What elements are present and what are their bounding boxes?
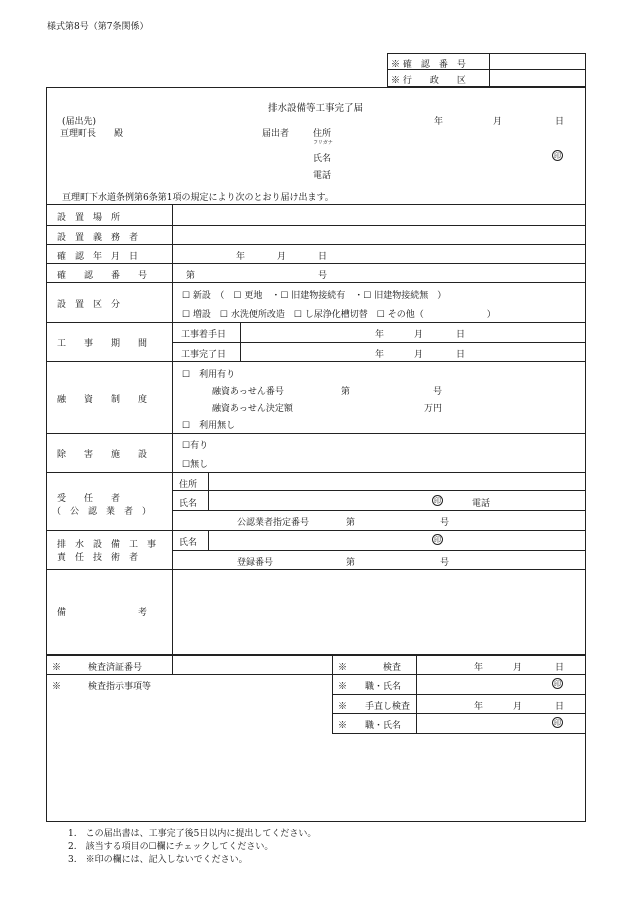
category-line-2[interactable]: ☐ 増設 ☐ 水洗便所改造 ☐ し尿浄化槽切替 ☐ その他（ ） (182, 310, 496, 320)
financing-none-checkbox[interactable]: ☐ 利用無し (182, 421, 236, 431)
seal-icon: 印 (554, 152, 561, 160)
staff-name-label: ※ 職・氏名 (338, 682, 402, 692)
inspection-year: 年 (474, 663, 484, 673)
financing-amount-unit: 万円 (424, 404, 443, 414)
staff-seal-icon: 印 (554, 680, 561, 688)
confirm-no-suffix: 号 (318, 271, 328, 281)
contractor-cert-label: 公認業者指定番号 (237, 518, 310, 528)
financing-no-prefix: 第 (341, 387, 351, 397)
reinspection-label: ※ 手直し検査 (338, 702, 411, 712)
reinspection-month: 月 (513, 702, 523, 712)
row-confirm-number: 確 認 番 号 (57, 271, 148, 281)
engineer-name-label: 氏名 (179, 538, 198, 548)
phone-label: 電話 (313, 171, 332, 181)
remarks-field[interactable] (174, 571, 584, 653)
start-month: 月 (414, 330, 424, 340)
form-id: 様式第8号（第7条関係） (47, 22, 149, 32)
engineer-reg-prefix: 第 (346, 558, 356, 568)
statement: 亘理町下水道条例第6条第1項の規定により次のとおり届け出ます。 (62, 193, 334, 203)
date-day: 日 (555, 117, 565, 127)
inspection-day: 日 (555, 663, 565, 673)
obligor-field[interactable] (174, 226, 584, 243)
inspection-label: ※ 検査 (338, 663, 402, 673)
reinspection-year: 年 (474, 702, 484, 712)
contractor-seal-icon: 印 (434, 497, 441, 505)
address-label: 住所 (313, 129, 332, 139)
confirm-month: 月 (277, 252, 287, 262)
inspected-no-label: ※ 検査済証番号 (52, 663, 143, 673)
date-month: 月 (493, 117, 503, 127)
start-day: 日 (456, 330, 466, 340)
district-label: ※ 行 政 区 (391, 76, 466, 86)
end-day: 日 (456, 350, 466, 360)
start-date-label: 工事着手日 (181, 330, 227, 340)
staff-name-label-2: ※ 職・氏名 (338, 721, 402, 731)
category-line-1[interactable]: ☐ 新設 （ ☐ 更地 ・☐ 旧建物接続有 ・☐ 旧建物接続無 ） (182, 291, 447, 301)
row-category: 設 置 区 分 (57, 300, 121, 310)
confirm-number-field[interactable] (491, 55, 585, 68)
contractor-cert-prefix: 第 (346, 518, 356, 528)
row-period: 工 事 期 間 (57, 339, 148, 349)
date-year: 年 (434, 117, 444, 127)
contractor-name-label: 氏名 (179, 499, 198, 509)
end-date-label: 工事完了日 (181, 350, 227, 360)
confirm-no-prefix: 第 (186, 271, 196, 281)
inspection-month: 月 (513, 663, 523, 673)
end-month: 月 (414, 350, 424, 360)
confirm-day: 日 (318, 252, 328, 262)
row-engineer-1: 排 水 設 備 工 事 (57, 540, 157, 550)
financing-use-checkbox[interactable]: ☐ 利用有り (182, 370, 236, 380)
row-obligor: 設 置 義 務 者 (57, 233, 139, 243)
addressee: 亘理町長 殿 (60, 129, 124, 139)
row-abatement: 除 害 施 設 (57, 450, 148, 460)
row-financing: 融 資 制 度 (57, 395, 148, 405)
form-title: 排水設備等工事完了届 (268, 103, 364, 114)
note-1: 1. この届出書は、工事完了後5日以内に提出してください。 (68, 829, 317, 839)
confirm-number-label: ※ 確 認 番 号 (391, 60, 466, 70)
start-year: 年 (375, 330, 385, 340)
location-field[interactable] (174, 206, 584, 223)
addressee-label: (届出先) (62, 117, 97, 127)
contractor-cert-suffix: 号 (440, 518, 450, 528)
district-field[interactable] (491, 71, 585, 85)
row-remarks: 備 考 (57, 608, 148, 618)
financing-no-suffix: 号 (433, 387, 443, 397)
instructions-label: ※ 検査指示事項等 (52, 682, 152, 692)
note-2: 2. 該当する項目の☐欄にチェックしてください。 (68, 842, 274, 852)
financing-amount-label: 融資あっせん決定額 (212, 404, 293, 414)
engineer-reg-label: 登録番号 (237, 558, 274, 568)
furigana-label: フリガナ (313, 140, 333, 146)
engineer-reg-suffix: 号 (440, 558, 450, 568)
confirm-year: 年 (236, 252, 246, 262)
note-3: 3. ※印の欄には、記入しないでください。 (68, 855, 248, 865)
end-year: 年 (375, 350, 385, 360)
staff-seal-icon-2: 印 (554, 719, 561, 727)
row-contractor: 受 任 者 (57, 494, 121, 504)
contractor-address-label: 住所 (179, 480, 198, 490)
name-label: 氏名 (313, 154, 332, 164)
row-contractor-sub: （ 公 認 業 者 ） (52, 507, 152, 517)
contractor-phone-label: 電話 (472, 499, 491, 509)
abatement-no-checkbox[interactable]: ☐無し (182, 460, 209, 470)
row-location: 設 置 場 所 (57, 213, 121, 223)
row-confirm-date: 確 認 年 月 日 (57, 252, 139, 262)
applicant-label: 届出者 (262, 129, 290, 139)
reinspection-day: 日 (555, 702, 565, 712)
engineer-seal-icon: 印 (434, 536, 441, 544)
financing-no-label: 融資あっせん番号 (212, 387, 284, 397)
abatement-yes-checkbox[interactable]: ☐有り (182, 441, 209, 451)
row-engineer-2: 責 任 技 術 者 (57, 553, 139, 563)
